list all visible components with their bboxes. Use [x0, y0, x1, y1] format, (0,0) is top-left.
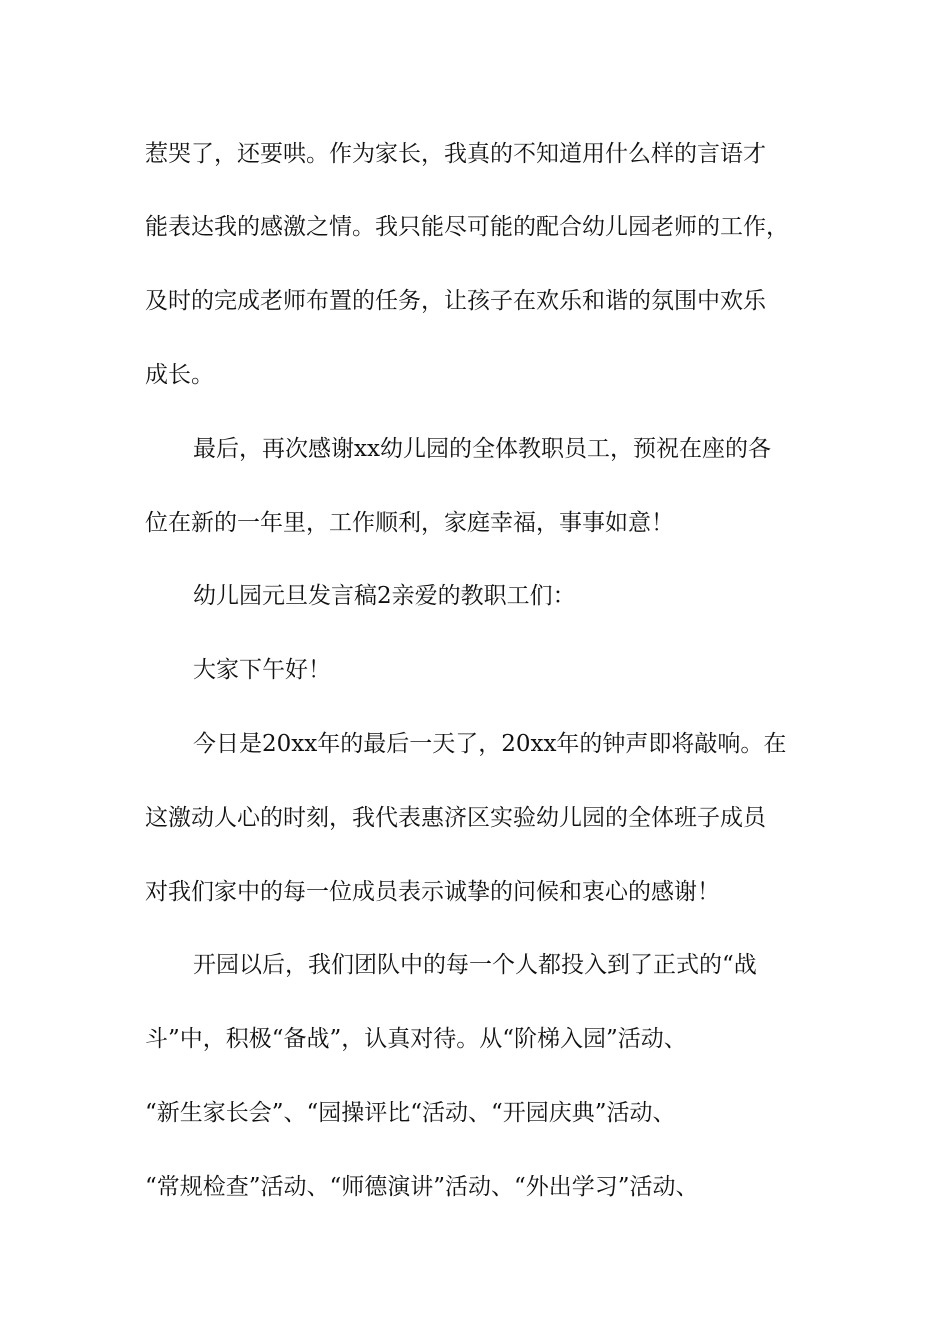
text-line: “常规检查”活动、“师德演讲”活动、“外出学习”活动、: [145, 1174, 699, 1200]
text-line: 对我们家中的每一位成员表示诚挚的问候和衷心的感谢！: [145, 879, 720, 905]
paragraph-first-line: 开园以后，我们团队中的每一个人都投入到了正式的“战: [193, 952, 757, 978]
text-line: 及时的完成老师布置的任务，让孩子在欢乐和谐的氛围中欢乐: [145, 288, 766, 314]
text-line: 惹哭了，还要哄。作为家长，我真的不知道用什么样的言语才: [145, 141, 766, 167]
text-line: 这激动人心的时刻，我代表惠济区实验幼儿园的全体班子成员: [145, 805, 766, 831]
text-line: 位在新的一年里，工作顺利，家庭幸福，事事如意！: [145, 510, 674, 536]
paragraph-first-line: 最后，再次感谢xx幼儿园的全体教职员工，预祝在座的各: [193, 436, 771, 462]
text-line: 斗”中，积极“备战”，认真对待。从“阶梯入园”活动、: [145, 1026, 687, 1052]
text-line: 能表达我的感激之情。我只能尽可能的配合幼儿园老师的工作，: [145, 214, 789, 240]
text-line: 成长。: [145, 362, 214, 388]
paragraph-first-line: 今日是20xx年的最后一天了，20xx年的钟声即将敲响。在: [193, 731, 787, 757]
text-line: “新生家长会”、“园操评比“活动、“开园庆典”活动、: [145, 1100, 676, 1126]
heading-line: 幼儿园元旦发言稿2亲爱的教职工们：: [193, 583, 576, 609]
greeting-line: 大家下午好！: [193, 657, 331, 683]
